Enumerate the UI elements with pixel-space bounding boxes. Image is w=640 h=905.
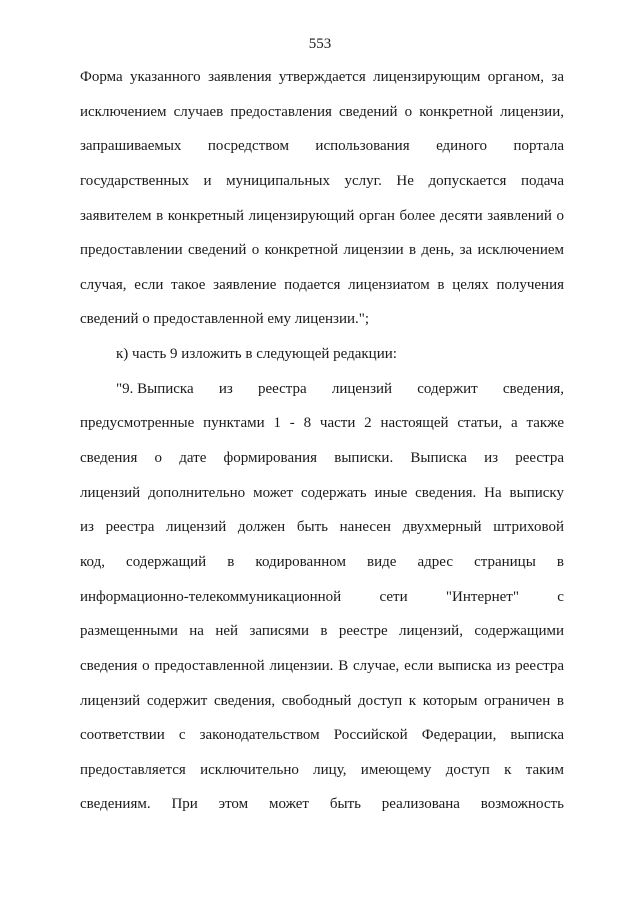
word: сети xyxy=(379,588,408,605)
text-line xyxy=(80,614,564,649)
line-text: государственных и муниципальных услуг. Не допускается подача xyxy=(80,172,564,189)
line-text: Форма указанного заявления утверждается лицензирующим органом, за xyxy=(80,69,564,85)
word: имеющему xyxy=(360,761,432,778)
word: возможность xyxy=(480,796,564,813)
word: сведения, xyxy=(502,380,564,397)
text-line xyxy=(80,787,564,822)
line-text: исключением случаев предоставления сведений о конкретной лицензии, xyxy=(80,103,564,120)
line-text: случая, если такое заявление подается лицензиатом в целях получения xyxy=(80,276,564,293)
word: портала xyxy=(513,138,564,155)
line-text: к) часть 9 изложить в следующей редакции: xyxy=(116,346,397,363)
word: содержит xyxy=(417,380,478,397)
word: код, xyxy=(80,553,105,570)
word: страницы xyxy=(474,553,536,570)
word: единого xyxy=(436,138,488,155)
text-line xyxy=(80,406,564,441)
text-line xyxy=(80,268,564,303)
word: адрес xyxy=(417,553,453,570)
word: лицу, xyxy=(313,761,347,778)
line-text: размещенными на ней записями в реестре лицензий, содержащими xyxy=(80,623,564,640)
text-line xyxy=(80,441,564,476)
word: кодированном xyxy=(255,553,346,570)
text-line xyxy=(80,164,564,199)
word: о xyxy=(154,450,163,467)
line-text: лицензий содержит сведения, свободный доступ к которым ограничен в xyxy=(80,692,564,709)
word: посредством xyxy=(207,138,289,155)
word: реализована xyxy=(381,796,460,813)
text-line xyxy=(80,199,564,234)
word: виде xyxy=(367,553,397,570)
text-line xyxy=(80,510,564,545)
line-text: предусмотренные пунктами 1 - 8 части 2 настоящей статьи, а также xyxy=(80,415,564,432)
text-line xyxy=(80,129,564,164)
text-line xyxy=(80,60,564,95)
word: предоставляется xyxy=(80,761,186,778)
word: в xyxy=(227,553,235,570)
text-line xyxy=(80,302,564,337)
word: из xyxy=(218,380,233,397)
word: этом xyxy=(218,796,249,813)
line-text: соответствии с законодательством Российской Федерации, выписка xyxy=(80,727,564,744)
document-body xyxy=(80,60,564,822)
word: запрашиваемых xyxy=(80,138,182,155)
line-text: сведения о предоставленной лицензии. В случае, если выписка из реестра xyxy=(80,657,564,674)
word: Выписка xyxy=(410,450,467,467)
word: сведениям. xyxy=(80,796,151,813)
word: выписки. xyxy=(334,450,394,467)
word: содержащий xyxy=(126,553,207,570)
text-line xyxy=(80,95,564,130)
line-text: лицензий дополнительно может содержать иные сведения. На выписку xyxy=(80,484,564,501)
text-line xyxy=(80,753,564,788)
word: таким xyxy=(525,761,564,778)
text-line xyxy=(80,233,564,268)
text-line xyxy=(80,649,564,684)
word: к xyxy=(504,761,512,778)
word: формирования xyxy=(223,450,318,467)
word: может xyxy=(268,796,309,813)
word: доступ xyxy=(445,761,490,778)
text-line xyxy=(80,337,564,372)
text-line xyxy=(80,545,564,580)
word: из xyxy=(484,450,499,467)
word: "Интернет" xyxy=(445,588,519,605)
word: дате xyxy=(179,450,207,467)
word: в xyxy=(556,553,564,570)
word: лицензий xyxy=(331,380,393,397)
word: информационно-телекоммуникационной xyxy=(80,588,342,605)
text-line xyxy=(80,580,564,615)
word: реестра xyxy=(515,450,564,467)
text-line xyxy=(80,372,564,407)
line-text: предоставлении сведений о конкретной лицензии в день, за исключением xyxy=(80,242,564,259)
line-text: из реестра лицензий должен быть нанесен двухмерный штриховой xyxy=(80,519,564,536)
word: использования xyxy=(315,138,410,155)
page-number: 553 xyxy=(308,36,332,52)
word: быть xyxy=(329,796,361,813)
line-text: заявителем в конкретный лицензирующий орган более десяти заявлений о xyxy=(80,207,564,224)
word: сведения xyxy=(80,450,138,467)
word: исключительно xyxy=(200,761,299,778)
line-text: сведений о предоставленной ему лицензии."; xyxy=(80,311,370,328)
text-line xyxy=(80,718,564,753)
text-line xyxy=(80,476,564,511)
word: "9. Выписка xyxy=(116,380,194,397)
word: реестра xyxy=(257,380,307,397)
word: При xyxy=(171,796,198,813)
text-line xyxy=(80,684,564,719)
word: с xyxy=(557,588,564,605)
